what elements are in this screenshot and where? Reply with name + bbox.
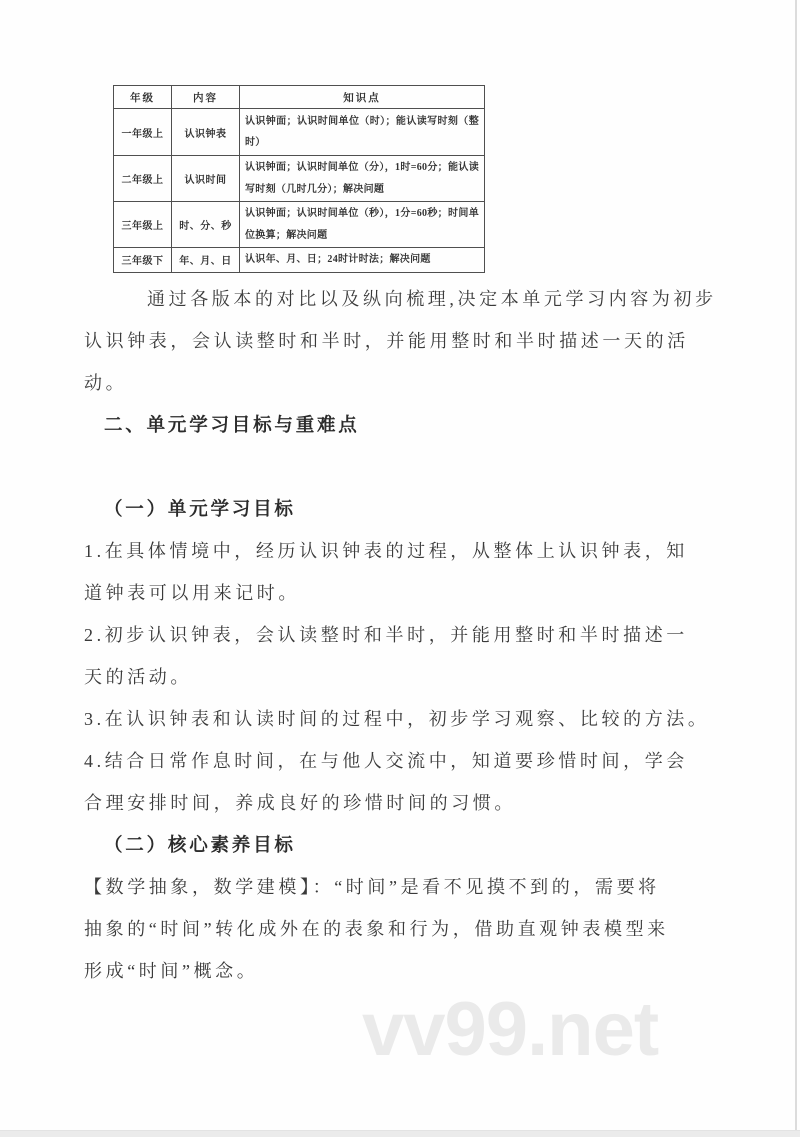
- blank-line: [84, 446, 764, 488]
- text-line: 3.在认识钟表和认读时间的过程中，初步学习观察、比较的方法。: [84, 709, 710, 729]
- cell-grade: 三年级上: [114, 202, 172, 248]
- cell-points: 认识钟面；认识时间单位（时）；能认读写时刻（整时）: [240, 109, 485, 156]
- table-row: [114, 202, 485, 248]
- bottom-bar: [0, 1130, 800, 1137]
- table-row: [114, 248, 485, 273]
- section-heading: （一）单元学习目标: [104, 498, 296, 519]
- cell-grade: 一年级上: [114, 109, 172, 156]
- cell-grade: 二年级上: [114, 156, 172, 202]
- curriculum-table: [113, 85, 484, 273]
- text-line: 【数学抽象，数学建模】：“时间”是看不见摸不到的，需要将: [84, 877, 660, 897]
- cell-content: 年、月、日: [172, 248, 240, 273]
- cell-points: 认识钟面；认识时间单位（分），1时=60分；能认读写时刻（几时几分）；解决问题: [240, 156, 485, 202]
- text-line: 道钟表可以用来记时。: [84, 583, 300, 603]
- text-line: 动。: [84, 373, 128, 393]
- cell-points: 认识年、月、日；24时计时法；解决问题: [240, 248, 485, 273]
- text-line: 合理安排时间，养成良好的珍惜时间的习惯。: [84, 793, 516, 813]
- text-line: 认识钟表，会认读整时和半时，并能用整时和半时描述一天的活: [84, 331, 689, 351]
- section-heading: 二、单元学习目标与重难点: [104, 414, 360, 435]
- page-edge-line: [795, 0, 797, 1137]
- text-line: 抽象的“时间”转化成外在的表象和行为，借助直观钟表模型来: [84, 919, 669, 939]
- table-row: [114, 156, 485, 202]
- table-header-points: 知识点: [240, 86, 485, 109]
- text-line: 天的活动。: [84, 667, 192, 687]
- table-header-grade: 年级: [114, 86, 172, 109]
- cell-points: 认识钟面；认识时间单位（秒），1分=60秒；时间单位换算；解决问题: [240, 202, 485, 248]
- cell-content: 认识钟表: [172, 109, 240, 156]
- section-heading: （二）核心素养目标: [104, 834, 296, 855]
- table-row: [114, 109, 485, 156]
- grade-content-table: [113, 85, 485, 273]
- text-line: 2.初步认识钟表，会认读整时和半时，并能用整时和半时描述一: [84, 625, 688, 645]
- document-body: [84, 278, 764, 992]
- cell-content: 认识时间: [172, 156, 240, 202]
- text-line: 1.在具体情境中，经历认识钟表的过程，从整体上认识钟表，知: [84, 541, 688, 561]
- cell-content: 时、分、秒: [172, 202, 240, 248]
- table-header-content: 内容: [172, 86, 240, 109]
- watermark-text: vv99.net: [362, 987, 659, 1072]
- cell-grade: 三年级下: [114, 248, 172, 273]
- text-line: 通过各版本的对比以及纵向梳理,决定本单元学习内容为初步: [147, 289, 717, 309]
- text-line: 4.结合日常作息时间，在与他人交流中，知道要珍惜时间，学会: [84, 751, 688, 771]
- table-header-row: [114, 86, 485, 109]
- text-line: 形成“时间”概念。: [84, 961, 259, 981]
